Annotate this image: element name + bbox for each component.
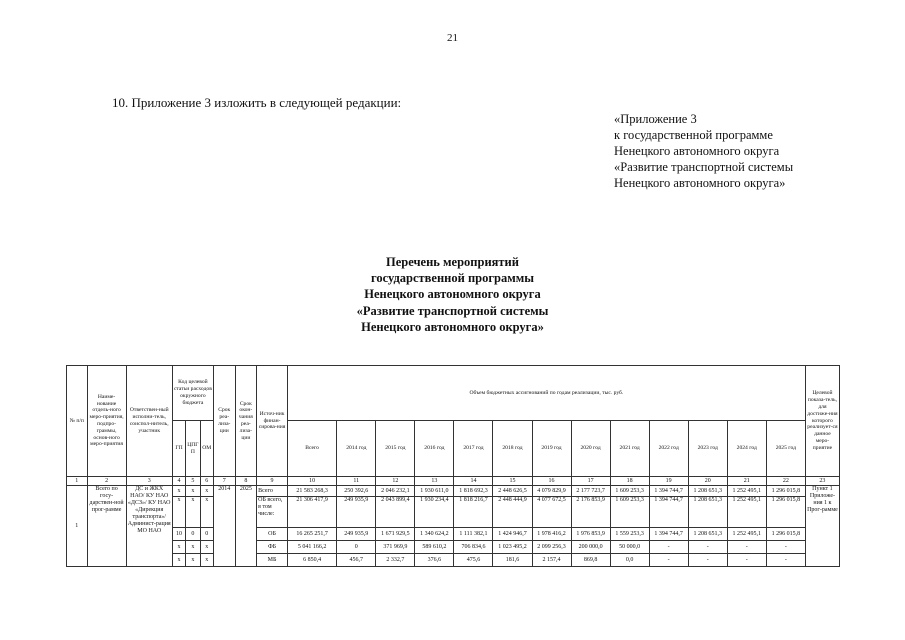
header-row [67, 421, 840, 477]
cell-value: - [766, 554, 805, 567]
cell-value: 1 671 929,5 [376, 528, 415, 541]
column-number: 6 [200, 477, 213, 486]
header-end: Срок окон-чания реа-лиза-ции [235, 366, 257, 477]
cell-gp: х [172, 541, 185, 554]
header-year: 2019 год [532, 421, 571, 477]
column-number: 21 [727, 477, 766, 486]
table-row [67, 554, 840, 567]
cell-cpg: х [186, 541, 200, 554]
header-total: Всего [287, 421, 336, 477]
cell-value: 249 935,9 [337, 497, 376, 528]
header-om: ОМ [200, 421, 213, 477]
header-year: 2024 год [727, 421, 766, 477]
cell-value: 1 208 651,3 [688, 528, 727, 541]
target-indicator: Пункт 1 Приложе-ния 1 к Прог-рамме [805, 486, 839, 567]
cell-value: 6 850,4 [287, 554, 336, 567]
cell-value: 2 046 232,1 [376, 486, 415, 497]
intro-paragraph: 10. Приложение 3 изложить в следующей редакции: [112, 95, 402, 110]
cell-value: 21 583 268,3 [287, 486, 336, 497]
appendix-line: к государственной программе [614, 128, 773, 142]
cell-value: 250 392,6 [337, 486, 376, 497]
appendix-line: Ненецкого автономного округа [614, 144, 780, 158]
cell-value: - [688, 554, 727, 567]
cell-value: - [649, 554, 688, 567]
cell-value: - [688, 541, 727, 554]
column-number: 3 [126, 477, 172, 486]
cell-om: х [200, 541, 213, 554]
cell-value: 456,7 [337, 554, 376, 567]
header-year: 2017 год [454, 421, 493, 477]
appendix-line: «Приложение 3 [614, 112, 697, 126]
column-number: 11 [337, 477, 376, 486]
cell-source: МБ [257, 554, 288, 567]
row-index: 1 [67, 486, 88, 567]
cell-om: х [200, 486, 213, 497]
column-number: 10 [287, 477, 336, 486]
cell-cpg: х [186, 497, 200, 528]
title-line: Ненецкого автономного округа» [361, 319, 544, 334]
column-number: 17 [571, 477, 610, 486]
cell-value: 50 000,0 [610, 541, 649, 554]
page-number: 21 [447, 32, 458, 44]
column-number: 1 [67, 477, 88, 486]
appendix-line: Ненецкого автономного округа» [614, 176, 786, 190]
column-number: 9 [257, 477, 288, 486]
cell-value: - [766, 541, 805, 554]
cell-value: 1 976 853,9 [571, 528, 610, 541]
title-line: государственной программы [370, 271, 535, 286]
cell-value: 1 394 744,7 [649, 528, 688, 541]
cell-cpg: х [186, 554, 200, 567]
cell-value: 2 176 853,9 [571, 497, 610, 528]
cell-value: 1 296 015,8 [766, 528, 805, 541]
cell-value: 1 252 495,1 [727, 528, 766, 541]
appendix-line: «Развитие транспортной системы [614, 160, 794, 174]
table-row [67, 528, 840, 541]
cell-value: 371 969,9 [376, 541, 415, 554]
cell-value: 0,0 [610, 554, 649, 567]
cell-value: 376,6 [415, 554, 454, 567]
header-year: 2022 год [649, 421, 688, 477]
cell-value: 1 818 216,7 [454, 497, 493, 528]
cell-value: 1 424 946,7 [493, 528, 532, 541]
cell-value: 4 077 672,5 [532, 497, 571, 528]
cell-value: 2 332,7 [376, 554, 415, 567]
table-row [67, 497, 840, 528]
column-number: 7 [213, 477, 235, 486]
cell-value: 249 935,9 [337, 528, 376, 541]
cell-value: 1 609 253,3 [610, 486, 649, 497]
cell-value: 869,8 [571, 554, 610, 567]
column-number: 16 [532, 477, 571, 486]
cell-om: х [200, 554, 213, 567]
end-year: 2025 [235, 486, 257, 567]
cell-value: 589 610,2 [415, 541, 454, 554]
cell-value: 2 448 626,5 [493, 486, 532, 497]
cell-value: 200 000,0 [571, 541, 610, 554]
cell-value: 5 041 166,2 [287, 541, 336, 554]
cell-value: 1 340 624,2 [415, 528, 454, 541]
cell-cpg: х [186, 486, 200, 497]
cell-value: 1 394 744,7 [649, 497, 688, 528]
cell-value: 1 609 253,3 [610, 497, 649, 528]
cell-value: 1 930 234,4 [415, 497, 454, 528]
cell-value: 2 043 899,4 [376, 497, 415, 528]
cell-value: 21 306 417,9 [287, 497, 336, 528]
cell-value: 2 448 444,9 [493, 497, 532, 528]
cell-cpg: 0 [186, 528, 200, 541]
document-title [0, 254, 905, 335]
start-year: 2014 [213, 486, 235, 567]
header-volume: Объем бюджетных ассигнований по годам реализации, тыс. руб. [287, 366, 805, 421]
cell-value: 1 559 253,3 [610, 528, 649, 541]
column-number: 2 [87, 477, 126, 486]
cell-gp: 10 [172, 528, 185, 541]
measures-table [66, 365, 840, 567]
cell-value: 2 157,4 [532, 554, 571, 567]
column-number: 19 [649, 477, 688, 486]
cell-value: 1 978 416,2 [532, 528, 571, 541]
responsible-party: ДС и ЖКХ НАО/ КУ НАО «ДСЗ»/ КУ НАО «Дирекция транспорта»/ Админист-рация МО НАО [126, 486, 172, 567]
header-num: № п/п [67, 366, 88, 477]
appendix-reference [614, 111, 793, 191]
column-number: 23 [805, 477, 839, 486]
cell-gp: х [172, 554, 185, 567]
header-name: Наиме-нование отдель-ного меро-приятия, подпро-граммы, основ-ного меро-приятия [87, 366, 126, 477]
header-year: 2023 год [688, 421, 727, 477]
cell-value: 1 111 382,1 [454, 528, 493, 541]
header-year: 2021 год [610, 421, 649, 477]
cell-value: - [649, 541, 688, 554]
cell-value: 16 265 251,7 [287, 528, 336, 541]
header-year: 2014 год [337, 421, 376, 477]
header-budget-code: Код целевой статьи расходов окружного бюджета [172, 366, 213, 421]
cell-value: 2 099 256,3 [532, 541, 571, 554]
title-line: «Развитие транспортной системы [356, 303, 549, 318]
header-year: 2016 год [415, 421, 454, 477]
title-line: Ненецкого автономного округа [364, 287, 541, 302]
cell-value: 1 296 015,8 [766, 497, 805, 528]
cell-value: 1 930 611,0 [415, 486, 454, 497]
cell-om: х [200, 497, 213, 528]
header-start: Срок реа-лиза-ции [213, 366, 235, 477]
cell-value: - [727, 554, 766, 567]
cell-value: 1 208 651,3 [688, 486, 727, 497]
cell-value: 1 394 744,7 [649, 486, 688, 497]
table-row [67, 541, 840, 554]
measure-name: Всего по госу-дарствен-ной прог-рамме [87, 486, 126, 567]
table-row [67, 486, 840, 497]
header-year: 2018 год [493, 421, 532, 477]
cell-value: 1 252 495,1 [727, 497, 766, 528]
header-year: 2015 год [376, 421, 415, 477]
header-row [67, 366, 840, 421]
cell-source: ОБ [257, 528, 288, 541]
cell-value: 706 834,6 [454, 541, 493, 554]
column-number: 12 [376, 477, 415, 486]
column-number: 22 [766, 477, 805, 486]
cell-value: 4 079 829,9 [532, 486, 571, 497]
cell-value: 1 208 651,3 [688, 497, 727, 528]
cell-source: ОБ всего, в том числе: [257, 497, 288, 528]
header-target: Целевой показа-тель, для достиже-ния которого реализует-ся данное меро-приятие [805, 366, 839, 477]
column-number: 20 [688, 477, 727, 486]
header-year: 2020 год [571, 421, 610, 477]
cell-value: 475,6 [454, 554, 493, 567]
column-number: 14 [454, 477, 493, 486]
header-responsible: Ответствен-ный исполни-тель, соиспол-нитель, участник [126, 366, 172, 477]
title-line: Перечень мероприятий [386, 255, 519, 269]
cell-value: 1 818 692,3 [454, 486, 493, 497]
cell-value: 1 296 015,8 [766, 486, 805, 497]
cell-gp: х [172, 497, 185, 528]
cell-value: 0 [337, 541, 376, 554]
cell-om: 0 [200, 528, 213, 541]
column-number: 5 [186, 477, 200, 486]
header-year: 2025 год [766, 421, 805, 477]
cell-value: - [727, 541, 766, 554]
header-source: Источ-ник финан-сирова-ния [257, 366, 288, 477]
column-number: 8 [235, 477, 257, 486]
header-cpg: ЦПГ П [186, 421, 200, 477]
column-number: 15 [493, 477, 532, 486]
cell-value: 1 252 495,1 [727, 486, 766, 497]
cell-value: 181,6 [493, 554, 532, 567]
cell-value: 1 023 495,2 [493, 541, 532, 554]
column-number: 4 [172, 477, 185, 486]
column-number-row [67, 477, 840, 486]
column-number: 13 [415, 477, 454, 486]
cell-value: 2 177 723,7 [571, 486, 610, 497]
column-number: 18 [610, 477, 649, 486]
cell-source: ФБ [257, 541, 288, 554]
cell-gp: х [172, 486, 185, 497]
cell-source: Всего [257, 486, 288, 497]
header-gp: ГП [172, 421, 185, 477]
